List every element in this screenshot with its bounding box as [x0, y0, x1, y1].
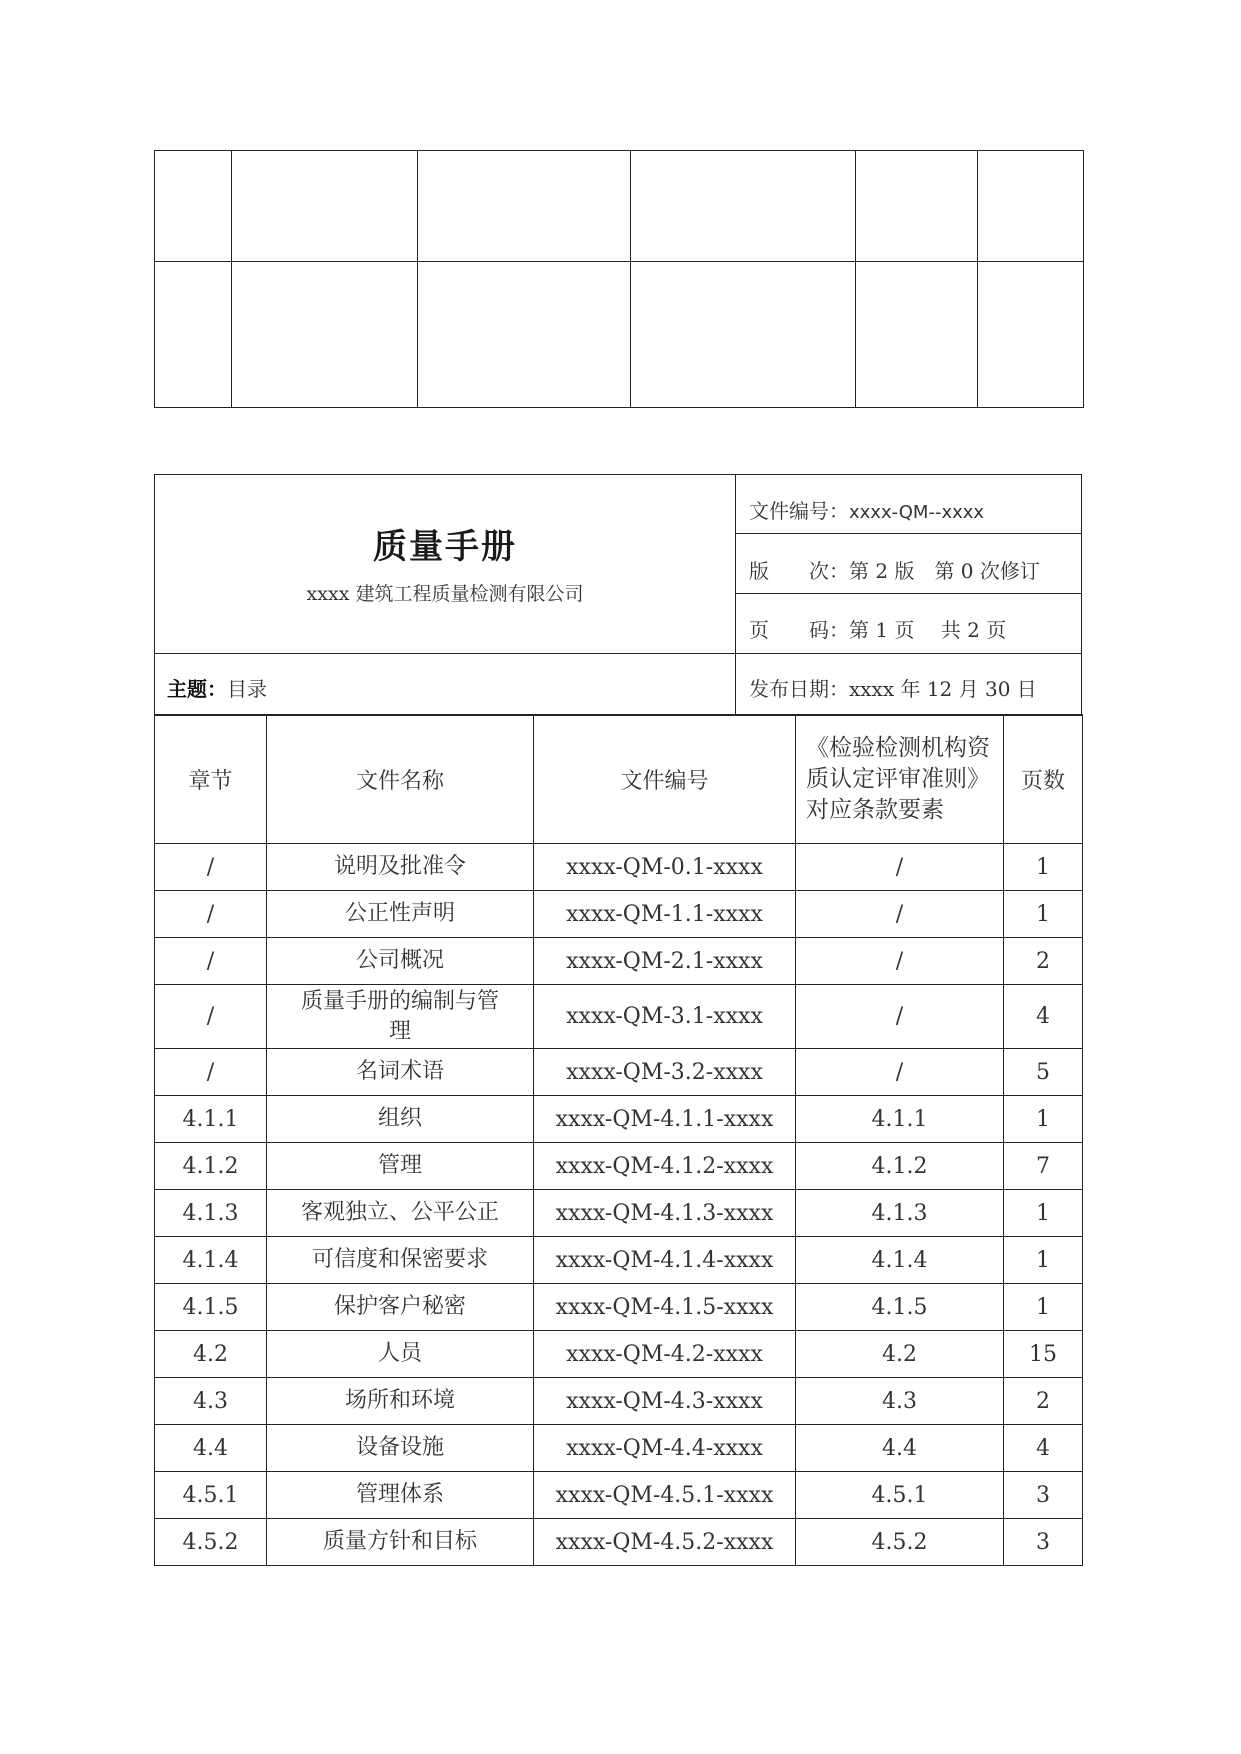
clause-cell: 4.1.4	[796, 1237, 1004, 1284]
chapter-cell: 4.1.3	[155, 1190, 267, 1237]
file-number-cell: xxxx-QM-2.1-xxxx	[534, 938, 796, 985]
table-row	[155, 1472, 1083, 1519]
table-row	[155, 1096, 1083, 1143]
chapter-cell: 4.4	[155, 1425, 267, 1472]
file-name-cell: 质量手册的编制与管理	[267, 985, 534, 1049]
table-header-row	[155, 715, 1083, 844]
column-header: 文件编号	[534, 715, 796, 844]
doc-number-value: xxxx-QM--xxxx	[849, 502, 985, 523]
page-count-cell: 1	[1004, 1237, 1083, 1284]
file-name-cell: 公正性声明	[267, 891, 534, 938]
chapter-cell: /	[155, 938, 267, 985]
file-number-cell: xxxx-QM-4.1.1-xxxx	[534, 1096, 796, 1143]
table-row	[155, 844, 1083, 891]
chapter-cell: 4.1.2	[155, 1143, 267, 1190]
chapter-cell: /	[155, 1049, 267, 1096]
clause-cell: 4.1.2	[796, 1143, 1004, 1190]
clause-cell: 4.5.1	[796, 1472, 1004, 1519]
header-divider	[735, 593, 1081, 594]
subject-value: 目录	[227, 677, 267, 701]
column-header: 文件名称	[267, 715, 534, 844]
contents-table	[154, 714, 1083, 1566]
file-number-cell: xxxx-QM-0.1-xxxx	[534, 844, 796, 891]
chapter-cell: /	[155, 891, 267, 938]
chapter-cell: /	[155, 844, 267, 891]
grid-divider	[630, 151, 631, 407]
file-name-cell: 可信度和保密要求	[267, 1237, 534, 1284]
file-name-cell: 说明及批准令	[267, 844, 534, 891]
grid-divider	[417, 151, 418, 407]
clause-cell: 4.1.3	[796, 1190, 1004, 1237]
file-number-cell: xxxx-QM-4.1.5-xxxx	[534, 1284, 796, 1331]
page-value: 第 1 页 共 2 页	[849, 618, 1007, 642]
chapter-cell: 4.5.2	[155, 1519, 267, 1566]
grid-divider	[855, 151, 856, 407]
file-number-cell: xxxx-QM-4.1.2-xxxx	[534, 1143, 796, 1190]
chapter-cell: 4.2	[155, 1331, 267, 1378]
chapter-cell: 4.1.4	[155, 1237, 267, 1284]
clause-cell: 4.2	[796, 1331, 1004, 1378]
clause-cell: /	[796, 985, 1004, 1049]
table-row	[155, 1049, 1083, 1096]
file-number-cell: xxxx-QM-4.3-xxxx	[534, 1378, 796, 1425]
file-name-cell: 人员	[267, 1331, 534, 1378]
page-count-cell: 1	[1004, 1190, 1083, 1237]
column-header: 《检验检测机构资质认定评审准则》对应条款要素	[796, 715, 1004, 844]
subject-label: 主题：	[167, 677, 227, 701]
table-row	[155, 1331, 1083, 1378]
clause-cell: 4.1.1	[796, 1096, 1004, 1143]
page-count-cell: 1	[1004, 891, 1083, 938]
manual-title: 质量手册	[373, 527, 517, 567]
clause-cell: /	[796, 1049, 1004, 1096]
file-number-cell: xxxx-QM-1.1-xxxx	[534, 891, 796, 938]
table-row	[155, 891, 1083, 938]
page-count-cell: 1	[1004, 1284, 1083, 1331]
file-number-cell: xxxx-QM-4.5.2-xxxx	[534, 1519, 796, 1566]
file-name-cell: 客观独立、公平公正	[267, 1190, 534, 1237]
blank-grid-table	[154, 150, 1084, 408]
clause-cell: /	[796, 938, 1004, 985]
table-row	[155, 1143, 1083, 1190]
document-header	[154, 474, 1082, 716]
column-header: 章节	[155, 715, 267, 844]
page-count-cell: 2	[1004, 938, 1083, 985]
clause-cell: 4.5.2	[796, 1519, 1004, 1566]
chapter-cell: 4.5.1	[155, 1472, 267, 1519]
file-name-cell: 名词术语	[267, 1049, 534, 1096]
file-name-cell: 组织	[267, 1096, 534, 1143]
table-row	[155, 1425, 1083, 1472]
clause-cell: /	[796, 844, 1004, 891]
page-count-cell: 7	[1004, 1143, 1083, 1190]
chapter-cell: 4.1.1	[155, 1096, 267, 1143]
header-divider	[735, 475, 736, 715]
file-number-cell: xxxx-QM-4.1.4-xxxx	[534, 1237, 796, 1284]
header-divider	[735, 533, 1081, 534]
subject-line	[167, 673, 267, 702]
clause-cell: 4.4	[796, 1425, 1004, 1472]
grid-divider	[977, 151, 978, 407]
file-number-cell: xxxx-QM-3.1-xxxx	[534, 985, 796, 1049]
edition-label: 版 次：	[749, 559, 849, 583]
grid-divider	[231, 151, 232, 407]
date-value: xxxx 年 12 月 30 日	[849, 677, 1037, 701]
date-label: 发布日期：	[749, 677, 849, 701]
date-line	[749, 673, 1037, 702]
file-name-cell: 场所和环境	[267, 1378, 534, 1425]
page-count-cell: 1	[1004, 844, 1083, 891]
file-name-cell: 管理体系	[267, 1472, 534, 1519]
clause-cell: 4.3	[796, 1378, 1004, 1425]
file-name-cell: 管理	[267, 1143, 534, 1190]
file-number-cell: xxxx-QM-3.2-xxxx	[534, 1049, 796, 1096]
page-count-cell: 2	[1004, 1378, 1083, 1425]
header-divider	[155, 653, 1081, 654]
file-number-cell: xxxx-QM-4.5.1-xxxx	[534, 1472, 796, 1519]
file-number-cell: xxxx-QM-4.2-xxxx	[534, 1331, 796, 1378]
page-count-cell: 15	[1004, 1331, 1083, 1378]
page-label: 页 码：	[749, 618, 849, 642]
chapter-cell: /	[155, 985, 267, 1049]
edition-value: 第 2 版 第 0 次修订	[849, 559, 1040, 583]
file-name-cell: 公司概况	[267, 938, 534, 985]
doc-number-label: 文件编号：	[749, 499, 849, 523]
table-row	[155, 1519, 1083, 1566]
page-line	[749, 614, 1006, 643]
table-row	[155, 938, 1083, 985]
table-row	[155, 1378, 1083, 1425]
grid-divider	[155, 261, 1083, 262]
table-row	[155, 1190, 1083, 1237]
file-name-cell: 保护客户秘密	[267, 1284, 534, 1331]
column-header: 页数	[1004, 715, 1083, 844]
chapter-cell: 4.3	[155, 1378, 267, 1425]
file-name-cell: 质量方针和目标	[267, 1519, 534, 1566]
table-row	[155, 1284, 1083, 1331]
file-number-cell: xxxx-QM-4.1.3-xxxx	[534, 1190, 796, 1237]
page-count-cell: 5	[1004, 1049, 1083, 1096]
page-count-cell: 1	[1004, 1096, 1083, 1143]
file-name-cell: 设备设施	[267, 1425, 534, 1472]
page-count-cell: 4	[1004, 1425, 1083, 1472]
chapter-cell: 4.1.5	[155, 1284, 267, 1331]
file-number-cell: xxxx-QM-4.4-xxxx	[534, 1425, 796, 1472]
edition-line	[749, 555, 1040, 584]
page-count-cell: 4	[1004, 985, 1083, 1049]
clause-cell: 4.1.5	[796, 1284, 1004, 1331]
page-count-cell: 3	[1004, 1472, 1083, 1519]
doc-number-line	[749, 495, 984, 524]
clause-cell: /	[796, 891, 1004, 938]
table-row	[155, 1237, 1083, 1284]
page-count-cell: 3	[1004, 1519, 1083, 1566]
table-row	[155, 985, 1083, 1049]
company-name: xxxx 建筑工程质量检测有限公司	[306, 583, 584, 605]
